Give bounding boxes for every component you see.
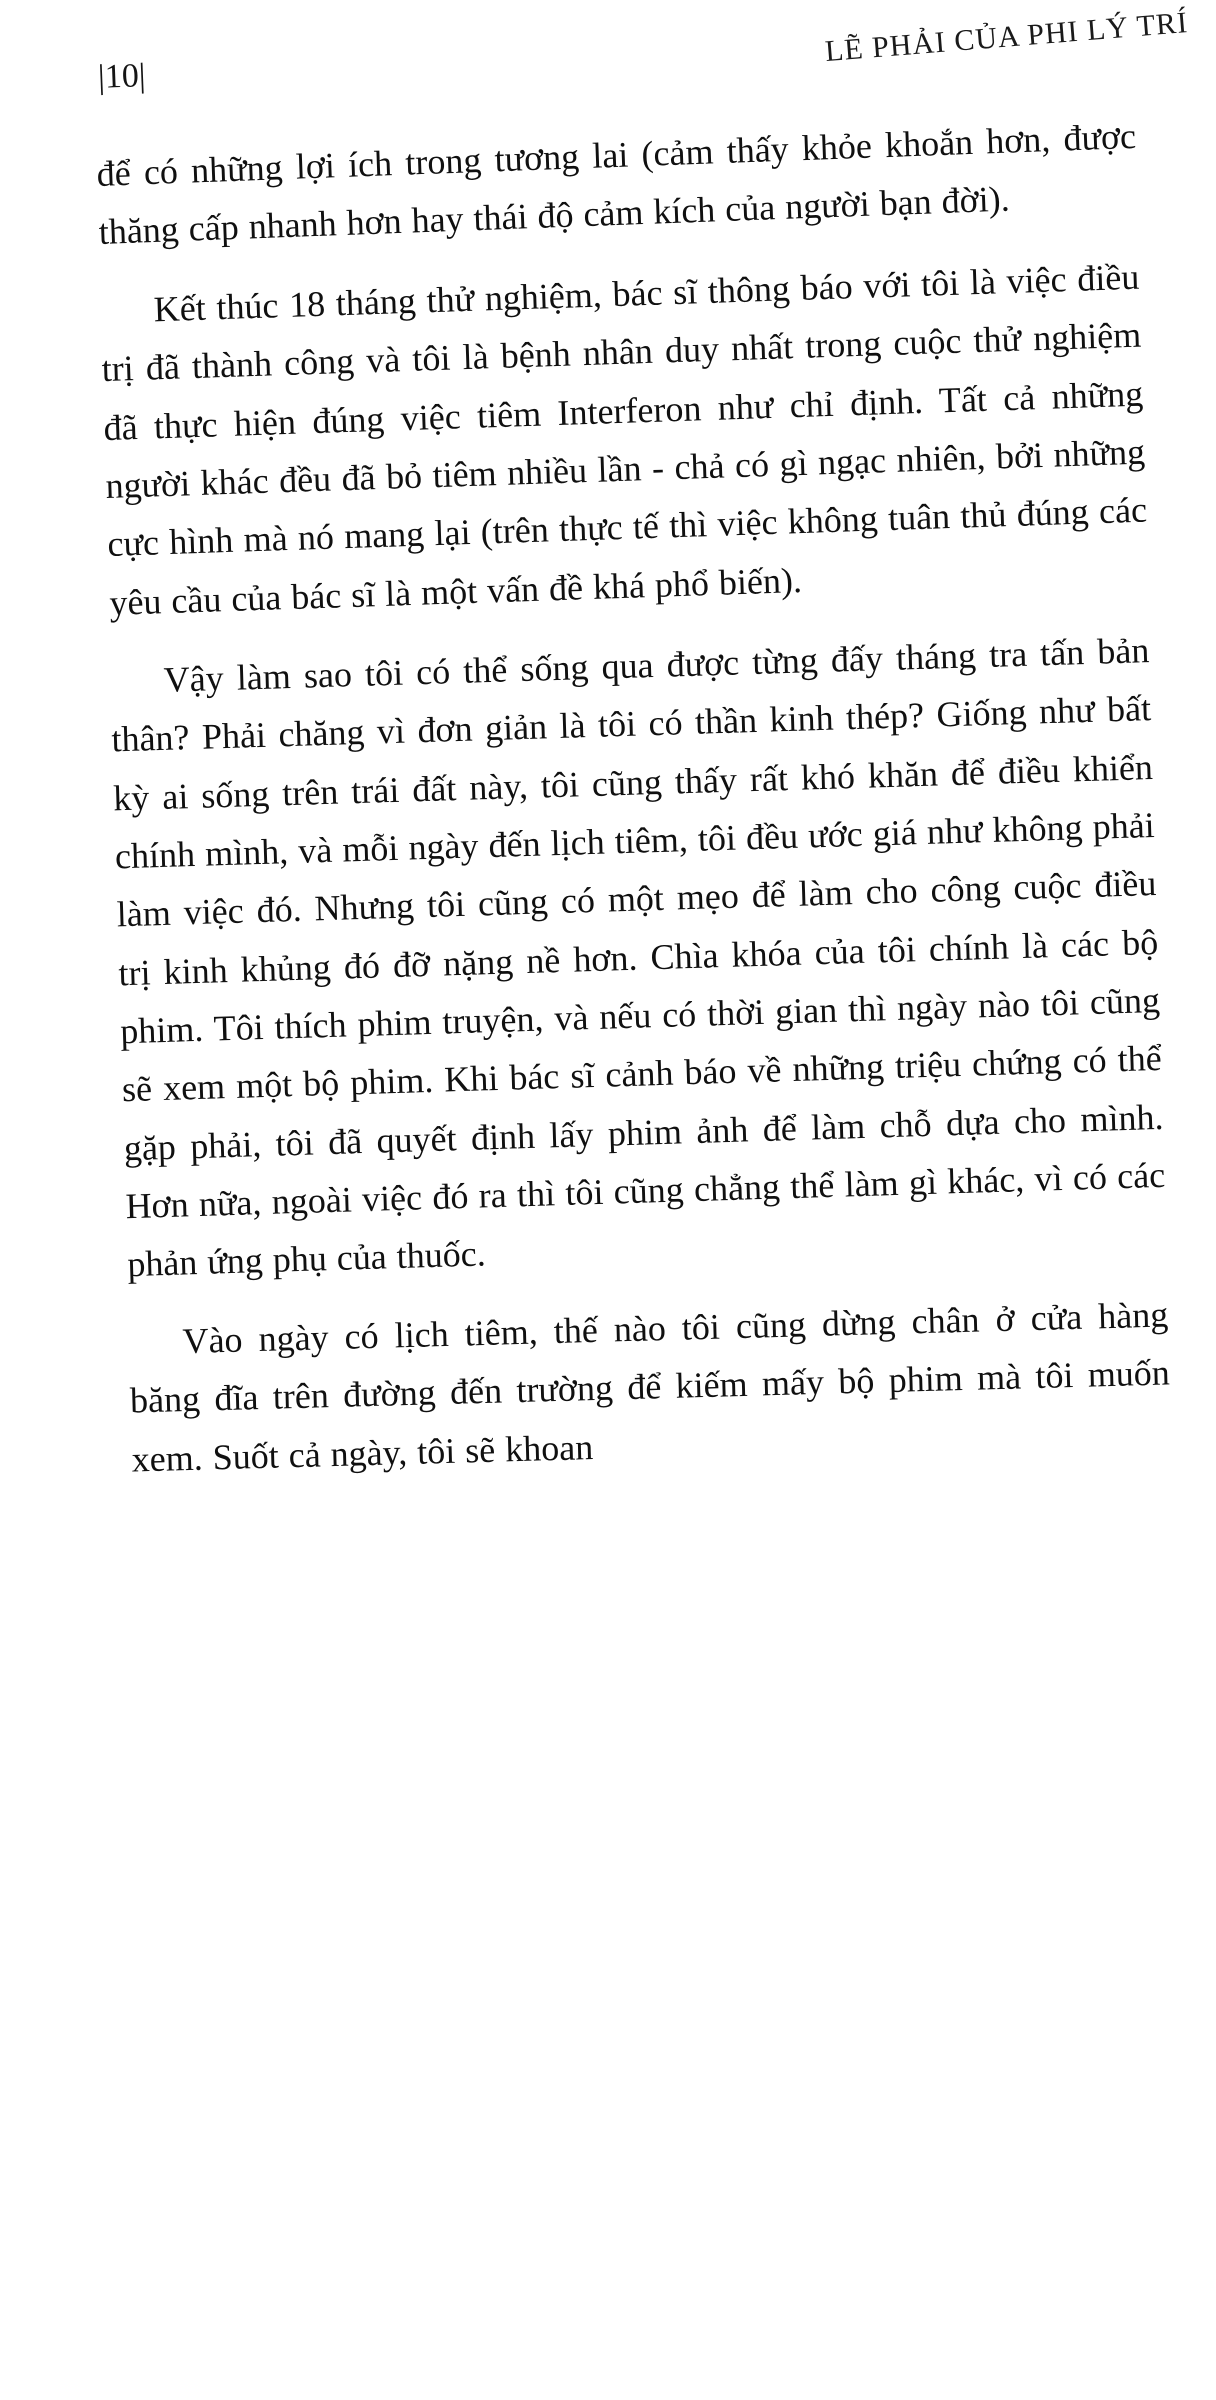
paragraph: Vậy làm sao tôi có thể sống qua được từng đấy tháng tra tấn bản thân? Phải chăng vì đơn giản là tôi có thần kinh thép? Giống như bất kỳ ai sống trên trái đất này, tôi cũng thấy rất khó khăn để điều khiển chính mình, và mỗi ngày đến lịch tiêm, tôi đều ước giá như không phải làm việc đó. Nhưng tôi cũng có một mẹo để làm cho công cuộc điều trị kinh khủng đó đỡ nặng nề hơn. Chìa khóa của tôi chính là các bộ phim. Tôi thích phim truyện, và nếu có thời gian thì ngày nào tôi cũng sẽ xem một bộ phim. Khi bác sĩ cảnh báo về những triệu chứng có thể gặp phải, tôi đã quyết định lấy phim ảnh để làm chỗ dựa cho mình. Hơn nữa, ngoài việc đó ra thì tôi cũng chẳng thể làm gì khác, vì có các phản ứng phụ của thuốc. [110, 629, 1166, 1284]
running-head: LẼ PHẢI CỦA PHI LÝ TRÍ [823, 6, 1190, 69]
paragraph: Vào ngày có lịch tiêm, thế nào tôi cũng dừng chân ở cửa hàng băng đĩa trên đường đến trường để kiếm mấy bộ phim mà tôi muốn xem. Suốt cả ngày, tôi sẽ khoan [129, 1294, 1171, 1480]
page-body [96, 112, 1172, 1489]
paragraph: để có những lợi ích trong tương lai (cảm thấy khỏe khoắn hơn, được thăng cấp nhanh hơn hay thái độ cảm kích của người bạn đời). [95, 115, 1137, 253]
page-number: |10| [97, 57, 147, 96]
paragraph: Kết thúc 18 tháng thử nghiệm, bác sĩ thông báo với tôi là việc điều trị đã thành công và tôi là bệnh nhân duy nhất trong cuộc thử nghiệm đã thực hiện đúng việc tiêm Interferon như chỉ định. Tất cả những người khác đều đã bỏ tiêm nhiều lần - chả có gì ngạc nhiên, bởi những cực hình mà nó mang lại (trên thực tế thì việc không tuân thủ đúng các yêu cầu của bác sĩ là một vấn đề khá phổ biến). [101, 256, 1148, 623]
